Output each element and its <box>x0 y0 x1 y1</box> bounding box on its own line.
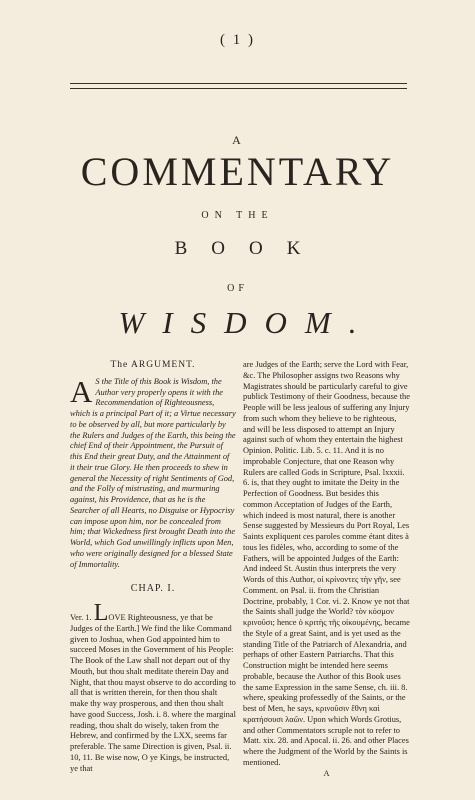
header-rule-top <box>70 83 407 84</box>
argument-paragraph <box>70 373 236 571</box>
title-a: A <box>232 133 243 147</box>
title-commentary: COMMENTARY <box>80 149 395 194</box>
title-wisdom: WISDOM. <box>118 305 375 340</box>
verse-label: Ver. 1. <box>70 613 92 622</box>
right-paragraph: are Judges of the Earth; serve the Lord with Fear, &c. The Philosopher assigns two Reasons why Magistrates should be particularly careful to give publick Testimony of their Goodness, because the People will be less jealous of suffering any Injury from such whom they believe to be righteous, and will be less disposed to attempt an Injury against such of whom they entertain the highest Opinion. Politic. Lib. 5. c. 11. And it is no improbable Conjecture, that one Reason why Rulers are called Gods in Scripture, Psal. lxxxii. 6. is, that they ought to imitate the Deity in the Perfection of Goodness. But besides this common Acceptation of Judges of the Earth, which indeed is most natural, there is another Sense suggested by Messieurs du Port Royal, Les Saints expliquent ces paroles comme étant dites à tous les fidèles, who, according to some of the Fathers, will be appointed Judges of the Earth: And indeed St. Austin thus interprets the very Words of this Author, οἱ κρίνοντες τὴν γῆν, see Comment. on Psal. ii. from the Christian Doctrine, probably, 1 Cor. vi. 2. Know ye not that the Saints shall judge the World? τὸν κόσμον κρινοῦσι; hence ὁ κριτὴς τῆς οἰκουμένης, became the Style of a great Saint, and is yet used as the standing Title of the Patriarch of Alexandria, and perhaps of other Eastern Patriarchs. That this Construction might be intended here seems probable, because the Author of this Book uses the same Expression in the same Sense, ch. iii. 8. where, speaking professedly of the Saints, or the best of Men, he says, κρινοῦσιν ἔθνη καὶ κρατήσουσι λαῶν. Upon which Words Grotius, and other Commentators scruple not to refer to Matt. xix. 28. and Apocal. ii. 26. and other Places where the Judgment of the World by the Saints is mentioned. <box>243 360 410 767</box>
verse-paragraph <box>70 600 236 774</box>
signature-mark: A <box>323 768 330 778</box>
argument-dropcap: A <box>70 373 93 409</box>
title-book: BOOK <box>174 238 325 259</box>
argument-heading: The ARGUMENT. <box>110 360 196 370</box>
chapter-heading: CHAP. I. <box>130 583 176 595</box>
verse-initial: L <box>93 600 109 626</box>
left-column <box>70 360 236 774</box>
title-of: OF <box>227 283 248 294</box>
right-column <box>243 360 410 779</box>
argument-text: S the Title of this Book is Wisdom, the Author very properly opens it with the Recommendation of Righteousness, which is a principal Part of it; a Virtue necessary to be observed by all, but more particularly by the Rulers and Judges of the Earth, this being the chief End of their Appointment, the Pursuit of this End their great Duty, and the Attainment of it their true Glory. He then proceeds to shew in general the Necessity of right Sentiments of God, and the Folly of mistrusting, and murmuring against, his Providence, that as he is the Searcher of all Hearts, no Disguise or Hypocrisy can impose upon him, nor be concealed from him; that Wickedness first brought Death into the World, which God unwillingly inflicts upon Men, who were originally designed for a blessed State of Immortality. <box>70 376 236 569</box>
verse-text: OVE Righteousness, ye that be Judges of the Earth.] We find the like Command given to Joshua, when God appointed him to succeed Moses in the Government of his People: The Book of the Law shall not depart out of thy Mouth, but thou shalt meditate therein Day and Night, that thou mayst observe to do according to all that is written therein, for then thou shalt make thy way prosperous, and then thou shalt have good Success, Josh. i. 8. where the marginal reading, thou shalt do wisely, taken from the Hebrew, and confirmed by the LXX, seems far preferable. The same Direction is given, Psal. ii. 10, 11. Be wise now, O ye Kings, be instructed, ye that <box>70 613 236 773</box>
page-number: ( 1 ) <box>220 32 255 48</box>
title-on-the: ON THE <box>201 210 274 221</box>
header-rule-bottom <box>70 88 407 89</box>
